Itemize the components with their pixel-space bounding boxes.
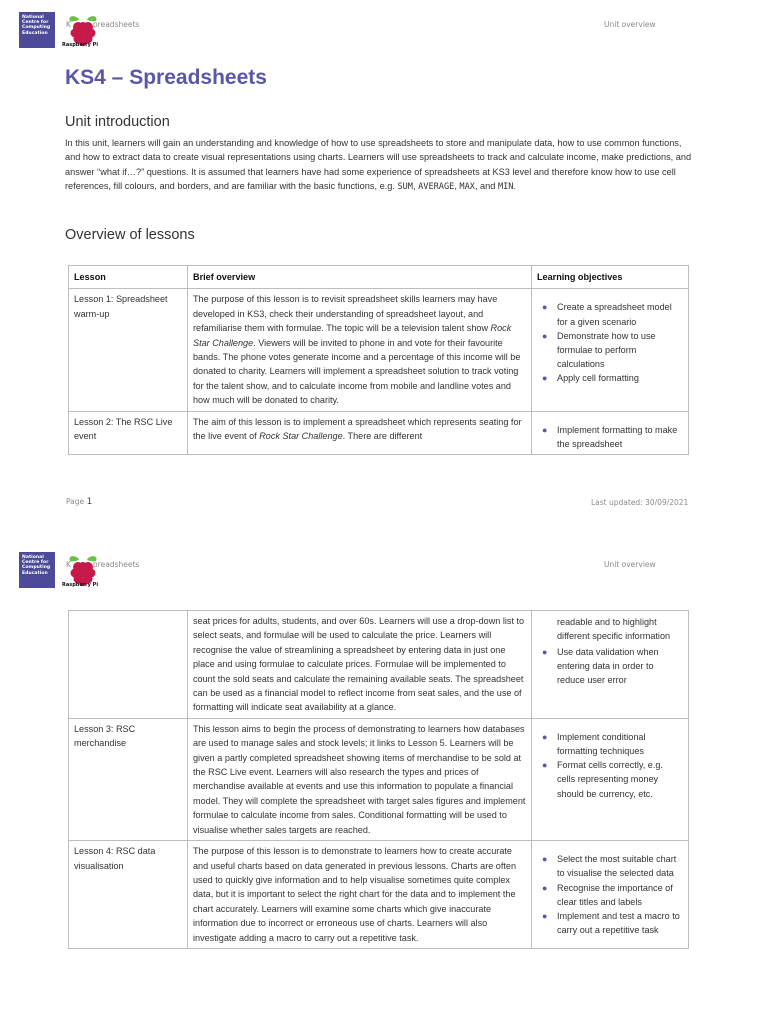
- breadcrumb-rest: preadsheets: [92, 20, 140, 29]
- overview-text-b: . Viewers will be invited to phone in and vote for their favourite bands. The phone votes generate income and a percentage of this income will be donated to charity. Learners will implement a spreadsheet solution to track voting for the talent show, and to calculate income from mobile and landline votes and how much will be donated to charity.: [193, 337, 521, 406]
- objective-text: Apply cell formatting: [557, 373, 639, 384]
- objective-item: [542, 852, 683, 880]
- bullet-icon: ●: [542, 882, 548, 893]
- lessons-table: [68, 265, 689, 455]
- lessons-table-continued: [68, 610, 689, 949]
- lesson-overview: The purpose of this lesson is to demonstrate to learners how to create accurate and useful charts based on data generated in previous lessons. Charts are often used to quickly give information and to help visualise sometimes quite complex data, but it is important to select the right chart for the data and to implement the chart accurately. Learners will examine some charts which give inaccurate information due to incorrect or erroneous use of charts. Learners will also investigate adding a macro to carry out a repetitive task.: [188, 841, 532, 949]
- bullet-icon: ●: [542, 330, 548, 341]
- lesson-objectives: [532, 611, 689, 719]
- overview-text-b: . There are different: [342, 431, 423, 442]
- table-row: [69, 411, 689, 454]
- objective-text: Create a spreadsheet model for a given scenario: [557, 302, 672, 327]
- raspberry-pi-logo-text: Raspberry Pi: [62, 42, 99, 48]
- lesson-name: Lesson 1: Spreadsheet warm-up: [69, 289, 188, 411]
- column-header-learning-objectives: Learning objectives: [532, 266, 689, 289]
- table-row: [69, 841, 689, 949]
- objective-item: [542, 645, 683, 688]
- objective-item: [542, 730, 683, 758]
- breadcrumb: [66, 560, 140, 569]
- objective-item: [542, 300, 683, 328]
- lesson-overview: seat prices for adults, students, and over 60s. Learners will use a drop-down list to select seats, and formulae will be used to calculate the price. Learners will recognise the value of streamlining a spreadsheet by entering data in just one place and using formulae to calculate prices. Formulae will be implemented to count the sold seats and calculate the remaining available seats. The spreadsheet can be used as a financial model to reflect income from seat sales, and the use of formatting will indicate seat availability at a glance.: [188, 611, 532, 719]
- lesson-overview: [188, 289, 532, 411]
- column-header-brief-overview: Brief overview: [188, 266, 532, 289]
- objective-text: Implement conditional formatting techniques: [557, 731, 646, 757]
- objective-text: Demonstrate how to use formulae to perform calculations: [557, 330, 656, 370]
- intro-text: In this unit, learners will gain an understanding and knowledge of how to use spreadsheets to store and manipulate data, how to use common functions, and how to extract data to create visual representations using charts. Learners will use spreadsheets to track and calculate income, make predictions, and answer “what if…?” questions. It is assumed that learners have had some experience of spreadsheets at KS3 level and therefore know how to use cell references, fill colours, and borders, and are familiar with the basic functions, e.g.: [65, 138, 692, 191]
- bullet-icon: ●: [542, 854, 548, 865]
- bullet-icon: ●: [542, 760, 548, 771]
- code-sum: SUM: [397, 181, 413, 192]
- lesson-name: Lesson 3: RSC merchandise: [69, 718, 188, 840]
- unit-introduction-heading: Unit introduction: [65, 114, 170, 130]
- page-header: [0, 540, 768, 594]
- lesson-objectives: [532, 841, 689, 949]
- page-title: KS4 – Spreadsheets: [65, 66, 267, 89]
- table-row: [69, 718, 689, 840]
- overview-of-lessons-heading: Overview of lessons: [65, 227, 195, 243]
- lesson-name: [69, 611, 188, 719]
- page-label: Page: [66, 497, 85, 506]
- bullet-icon: ●: [542, 731, 548, 742]
- ncce-logo-text: National Centre for Computing Education: [22, 555, 51, 576]
- objectives-list: [537, 722, 683, 801]
- column-header-lesson: Lesson: [69, 266, 188, 289]
- bullet-icon: ●: [542, 910, 548, 921]
- page-separator: [0, 528, 768, 540]
- bullet-icon: ●: [542, 424, 548, 435]
- intro-sep-2: ,: [454, 180, 460, 191]
- bullet-icon: ●: [542, 373, 548, 384]
- lesson-objectives: [532, 289, 689, 411]
- objective-text: Select the most suitable chart to visualise the selected data: [557, 854, 677, 879]
- ncce-logo: [19, 552, 55, 588]
- objective-text: Recognise the importance of clear titles and labels: [557, 882, 673, 907]
- ncce-logo-text: National Centre for Computing Education: [22, 15, 51, 36]
- breadcrumb-start: K: [66, 560, 71, 569]
- objective-item: [542, 909, 683, 937]
- objective-item: [542, 758, 683, 801]
- document-page-2: [0, 540, 768, 1024]
- ncce-logo: [19, 12, 55, 48]
- page-footer-last-updated: Last updated: 30/09/2021: [591, 498, 689, 507]
- objectives-list: [537, 415, 683, 451]
- breadcrumb-start: K: [66, 20, 71, 29]
- header-unit-overview: Unit overview: [604, 560, 656, 569]
- intro-sep-1: ,: [412, 180, 419, 191]
- page-number: 1: [86, 497, 93, 507]
- objective-item: [542, 371, 683, 385]
- header-unit-overview: Unit overview: [604, 20, 656, 29]
- unit-introduction-text: [65, 136, 693, 194]
- page-footer-number: [66, 497, 92, 507]
- code-average: AVERAGE: [418, 181, 455, 192]
- lesson-name: Lesson 4: RSC data visualisation: [69, 841, 188, 949]
- objective-item: [542, 329, 683, 372]
- intro-sep-3: , and: [474, 180, 498, 191]
- bullet-icon: ●: [542, 302, 548, 313]
- lesson-objectives: [532, 718, 689, 840]
- bullet-icon: ●: [542, 646, 548, 657]
- lesson-name: Lesson 2: The RSC Live event: [69, 411, 188, 454]
- breadcrumb-rest: preadsheets: [92, 560, 140, 569]
- objectives-list: [537, 292, 683, 385]
- overview-emphasis: Rock Star Challenge: [193, 323, 512, 348]
- objective-item: [542, 881, 683, 909]
- lesson-objectives: [532, 411, 689, 454]
- breadcrumb: [66, 20, 140, 29]
- lesson-overview: This lesson aims to begin the process of demonstrating to learners how databases are used to manage sales and stock levels; it links to Lesson 5. Learners will be given a partly completed spreadsheet showing items of merchandise to be sold at the RSC Live event. Learners will also research the types and prices of merchandise available at events and use this information to populate a financial model. They will complete the spreadsheet with target sales figures and implement formulae to calculate income from sales. Conditional formatting will be used to visualise whether sales targets are reached.: [188, 718, 532, 840]
- code-min: MIN: [497, 181, 514, 192]
- overview-emphasis: Rock Star Challenge: [259, 431, 343, 442]
- intro-end: .: [513, 180, 517, 191]
- table-header-row: [69, 266, 689, 289]
- overview-text-a: The aim of this lesson is to implement a spreadsheet which represents seating for the live event of: [193, 416, 522, 442]
- page-header: [0, 0, 768, 54]
- objectives-list: [537, 844, 683, 937]
- objectives-list: [537, 644, 683, 688]
- objective-text: Implement formatting to make the spreadsheet: [557, 424, 678, 449]
- objective-text: Implement and test a macro to carry out a repetitive task: [557, 910, 680, 936]
- table-row: [69, 611, 689, 719]
- objective-item: [542, 423, 683, 451]
- objective-text: Use data validation when entering data in order to reduce user error: [557, 646, 659, 686]
- objective-text: Format cells correctly, e.g. cells representing money should be currency, etc.: [557, 760, 663, 799]
- lesson-overview: [188, 411, 532, 454]
- code-max: MAX: [459, 181, 475, 192]
- overview-text-a: The purpose of this lesson is to revisit spreadsheet skills learners may have developed in KS3, check their understanding of spreadsheet layout, and refamiliarise them with formulae. The topic will be a television talent show: [193, 294, 498, 334]
- objective-continued-text: readable and to highlight different specific information: [557, 617, 671, 642]
- table-row: [69, 289, 689, 411]
- raspberry-pi-logo-text: Raspberry Pi: [62, 582, 99, 588]
